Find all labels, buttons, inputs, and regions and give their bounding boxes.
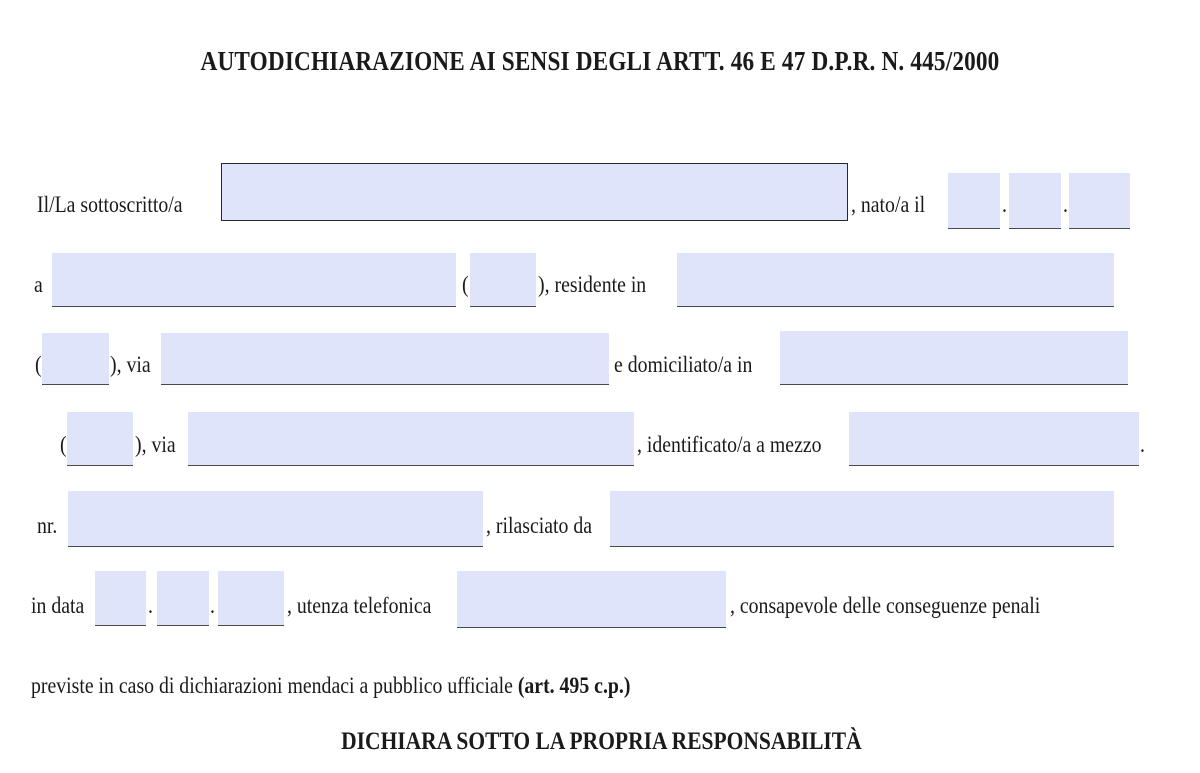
label-paren-open: ( xyxy=(462,272,469,297)
domicile-city-input[interactable] xyxy=(780,331,1128,385)
label-paren-open: ( xyxy=(60,432,67,457)
label-a: a xyxy=(34,272,43,297)
declares-heading: DICHIARA SOTTO LA PROPRIA RESPONSABILITÀ xyxy=(341,728,862,755)
birth-day-input[interactable] xyxy=(948,173,1000,229)
label-previste: previste in caso di dichiarazioni mendaci a pubblico ufficiale xyxy=(31,673,518,698)
label-paren-open: ( xyxy=(35,352,42,377)
date-separator: . xyxy=(1063,192,1068,217)
birth-province-input[interactable] xyxy=(470,253,536,307)
label-sottoscritto: Il/La sottoscritto/a xyxy=(37,192,183,217)
trailing-dot: . xyxy=(1140,432,1145,457)
issue-year-input[interactable] xyxy=(218,571,284,626)
label-nr: nr. xyxy=(37,513,58,538)
label-domiciliato-in: e domiciliato/a in xyxy=(614,352,753,377)
birth-place-input[interactable] xyxy=(52,253,456,307)
issue-month-input[interactable] xyxy=(157,571,209,626)
name-input[interactable] xyxy=(221,163,848,221)
date-separator: . xyxy=(210,593,215,618)
label-utenza: , utenza telefonica xyxy=(287,593,432,618)
label-in-data: in data xyxy=(31,593,85,618)
residence-street-input[interactable] xyxy=(161,333,609,385)
date-separator: . xyxy=(148,593,153,618)
form-title: AUTODICHIARAZIONE AI SENSI DEGLI ARTT. 46 E 47 D.P.R. N. 445/2000 xyxy=(200,46,1000,76)
label-residente-in: ), residente in xyxy=(538,272,647,297)
domicile-street-input[interactable] xyxy=(188,412,634,466)
label-art-495: (art. 495 c.p.) xyxy=(517,673,631,698)
birth-month-input[interactable] xyxy=(1009,173,1061,229)
issued-by-input[interactable] xyxy=(610,491,1114,547)
label-via: ), via xyxy=(135,432,176,457)
domicile-province-input[interactable] xyxy=(67,412,133,466)
label-consapevole: , consapevole delle conseguenze penali xyxy=(730,593,1041,618)
issue-day-input[interactable] xyxy=(95,571,146,626)
label-nato-il: , nato/a il xyxy=(851,192,926,217)
label-rilasciato-da: , rilasciato da xyxy=(486,513,593,538)
birth-year-input[interactable] xyxy=(1069,173,1130,229)
phone-input[interactable] xyxy=(457,571,726,628)
residence-city-input[interactable] xyxy=(677,253,1114,307)
label-identificato: , identificato/a a mezzo xyxy=(637,432,822,457)
declaration-text xyxy=(31,673,630,699)
label-via: ), via xyxy=(110,352,151,377)
id-document-input[interactable] xyxy=(849,412,1139,466)
residence-province-input[interactable] xyxy=(42,333,109,385)
date-separator: . xyxy=(1002,192,1007,217)
id-number-input[interactable] xyxy=(68,491,483,547)
